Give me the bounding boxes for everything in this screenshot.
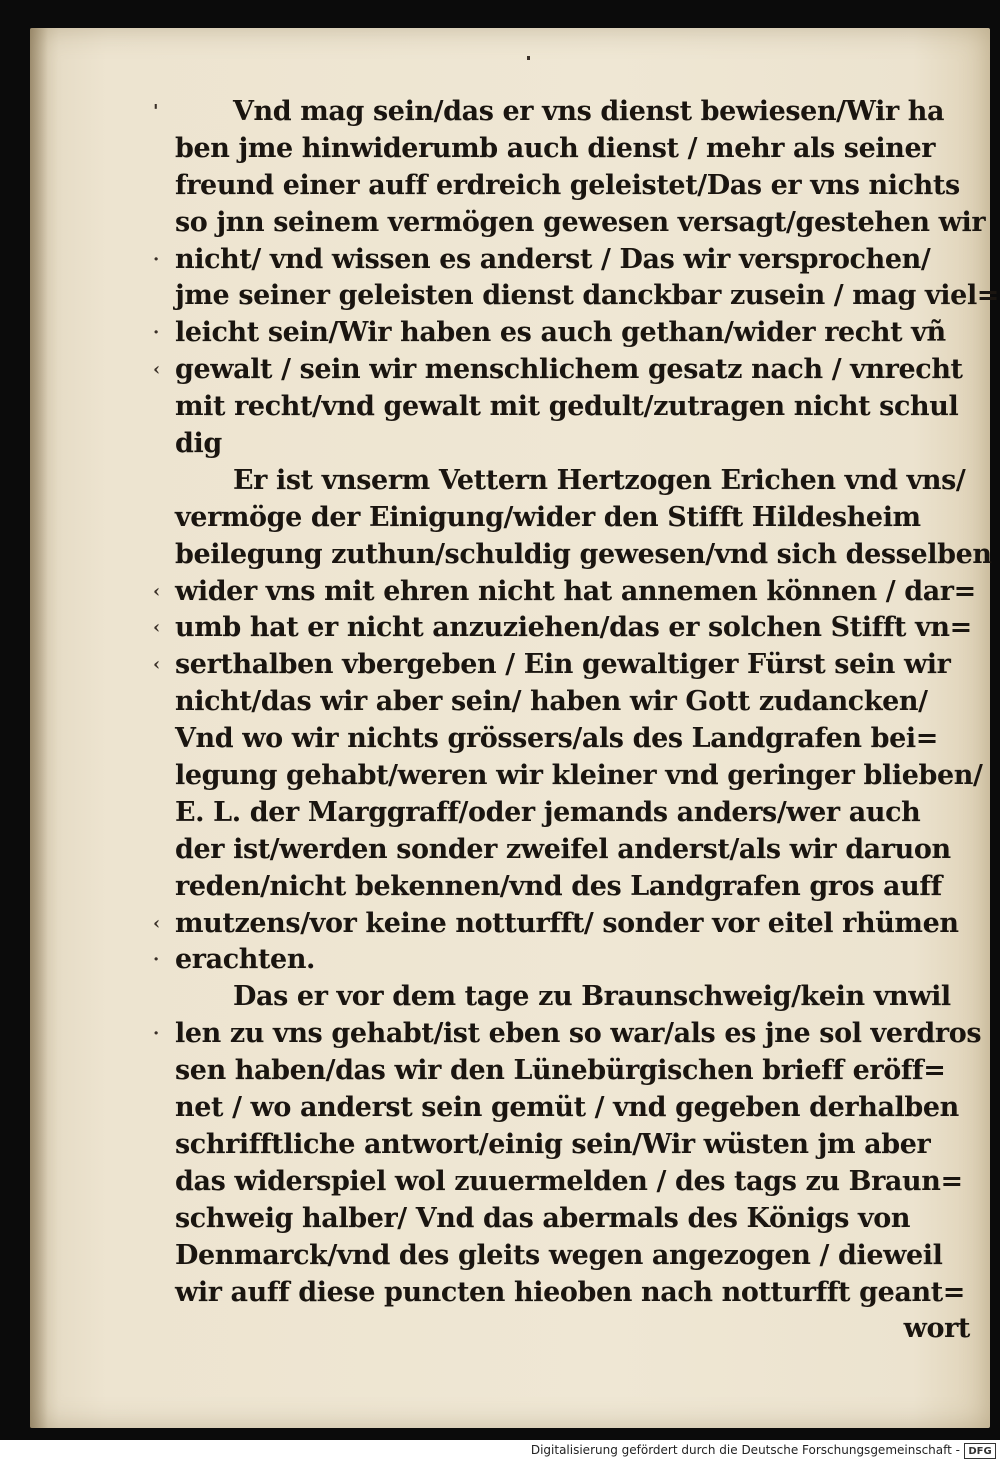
text-line: ‹ mutzens/vor keine notturfft/ sonder vor eitel rhümen [175,906,970,943]
text-line: so jnn seinem vermögen gewesen versagt/gestehen wir [175,206,986,238]
catchword: wort [903,1313,970,1345]
text-line: dig [175,428,222,460]
margin-mark: · [153,949,159,971]
text-line: ‹ wider vns mit ehren nicht hat annemen können / dar= [175,574,970,611]
text-line: E. L. der Marggraff/oder jemands anders/wer auch [175,796,921,828]
text-line: wir auff diese puncten hieoben nach notturfft geant= [175,1276,966,1308]
text-line: freund einer auff erdreich geleistet/Das er vns nichts [175,169,960,201]
text-line: ‹ serthalben vbergeben / Ein gewaltiger Fürst sein wir [175,647,970,684]
text-line: · nicht/ vnd wissen es anderst / Das wir versprochen/ [175,242,970,279]
text-line: Denmarck/vnd des gleits wegen angezogen / dieweil [175,1239,943,1271]
text-line: legung gehabt/weren wir kleiner vnd geringer blieben/ [175,760,983,792]
text-line: ‹ gewalt / sein wir menschlichem gesatz nach / vnrecht [175,352,970,389]
text-line: Vnd wo wir nichts grössers/als des Landgrafen bei= [175,723,939,755]
margin-mark: · [153,248,159,270]
margin-mark: · [153,1023,159,1045]
text-line: das widerspiel wol zuuermelden / des tags zu Braun= [175,1165,963,1197]
page-mark [527,56,530,60]
margin-mark: ‹ [153,654,160,676]
text-line: schrifftliche antwort/einig sein/Wir wüsten jm aber [175,1128,931,1160]
text-line: Das er vor dem tage zu Braunschweig/kein vnwil [233,981,951,1013]
body-text [153,94,1000,1348]
text-line: · len zu vns gehabt/ist eben so war/als es jne sol verdros [175,1016,970,1053]
text-line: ‹ umb hat er nicht anzuziehen/das er solchen Stifft vn= [175,610,970,647]
text-line: sen haben/das wir den Lünebürgischen brieff eröff= [175,1055,946,1087]
text-line: Er ist vnserm Vettern Hertzogen Erichen vnd vns/ [233,464,966,496]
margin-mark: ‹ [153,912,160,934]
margin-mark: ‹ [153,580,160,602]
footer [0,1440,1000,1465]
dfg-logo: DFG [964,1443,996,1459]
text-line: reden/nicht bekennen/vnd des Landgrafen gros auff [175,870,942,902]
text-line: schweig halber/ Vnd das abermals des Königs von [175,1202,911,1234]
text-line: der ist/werden sonder zweifel anderst/als wir daruon [175,833,951,865]
text-line: mit recht/vnd gewalt mit gedult/zutragen nicht schul [175,391,959,423]
text-line: jme seiner geleisten dienst danckbar zusein / mag viel= [175,280,1000,312]
funding-notice: Digitalisierung gefördert durch die Deutsche Forschungsgemeinschaft - [530,1443,960,1457]
text-line: nicht/das wir aber sein/ haben wir Gott zudancken/ [175,686,928,718]
margin-mark: · [153,322,159,344]
text-line: ' Vnd mag sein/das er vns dienst bewiesen/Wir ha [175,94,970,131]
margin-mark: ' [153,101,159,122]
text-line: vermöge der Einigung/wider den Stifft Hildesheim [175,501,921,533]
text-line: beilegung zuthun/schuldig gewesen/vnd sich desselben [175,538,992,570]
text-line: ben jme hinwiderumb auch dienst / mehr als seiner [175,132,936,164]
document-page [30,28,1000,1428]
text-line: · erachten. [175,942,970,979]
margin-mark: ‹ [153,359,160,381]
text-line: · leicht sein/Wir haben es auch gethan/wider recht vñ [175,315,970,352]
text-line: net / wo anderst sein gemüt / vnd gegeben derhalben [175,1092,959,1124]
margin-mark: ‹ [153,617,160,639]
